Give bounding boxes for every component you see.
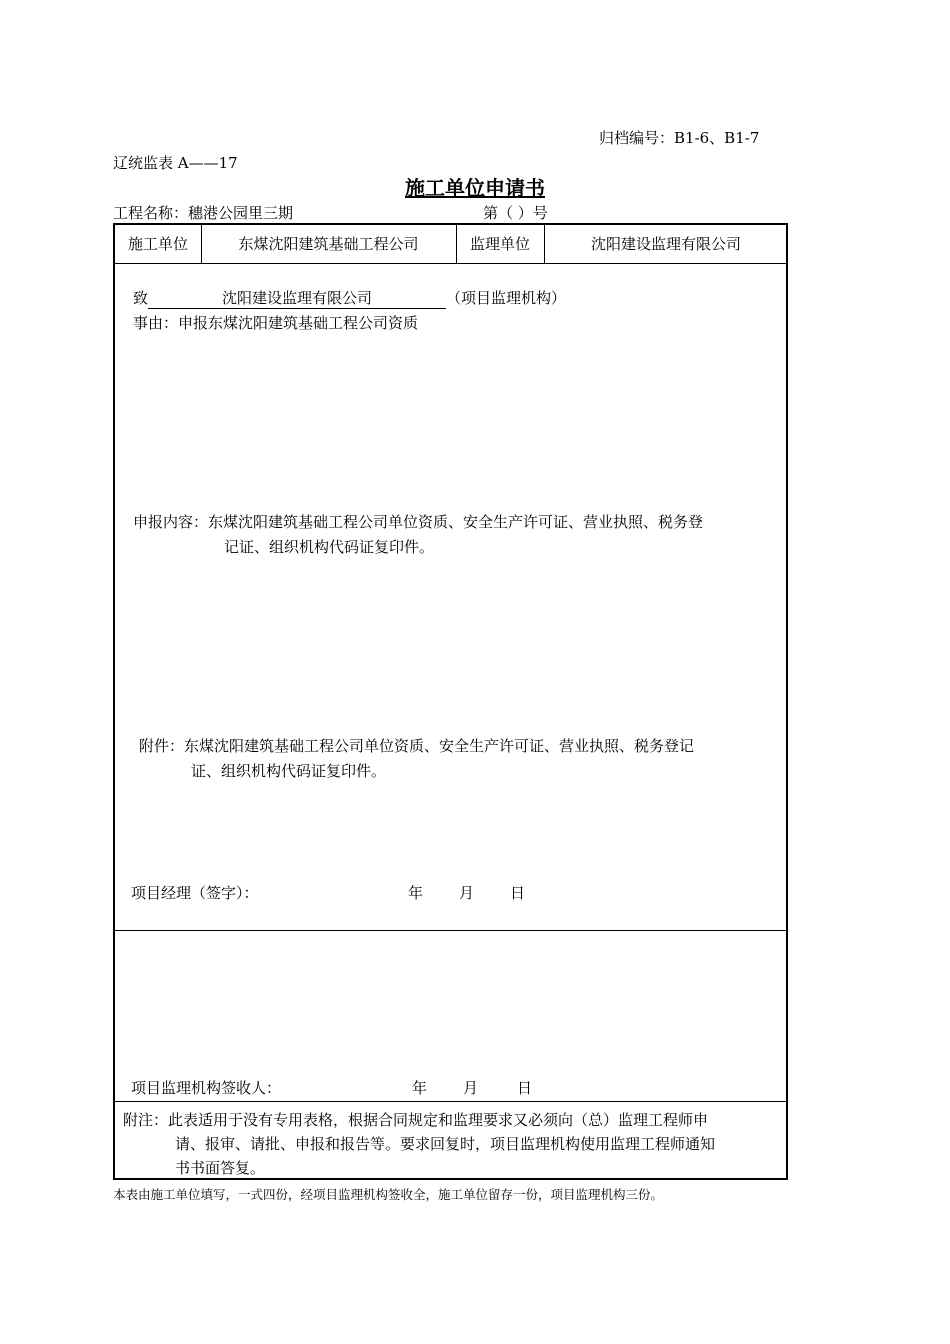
divider [115,263,786,264]
document-title: 施工单位申请书 [405,176,545,200]
form-code: 辽统监表 A——17 [113,154,238,172]
content-line-2: 记证、组织机构代码证复印件。 [224,538,435,556]
manager-signature: 项目经理（签字）： [131,884,259,902]
subject: 事由：申报东煤沈阳建筑基础工程公司资质 [133,314,419,332]
divider [115,930,786,931]
document-number: 第（ ）号 [483,204,548,222]
receipt-signer: 项目监理机构签收人： [131,1079,282,1097]
attachment-line-1: 附件：东煤沈阳建筑基础工程公司单位资质、安全生产许可证、营业执照、税务登记 [139,737,695,755]
contractor-label: 施工单位 [127,235,188,253]
divider [115,1101,786,1102]
manager-year: 年 [408,884,424,902]
project-name: 工程名称：穗港公园里三期 [113,204,294,222]
recipient-value: 沈阳建设监理有限公司 [148,287,446,309]
manager-month: 月 [459,884,475,902]
receipt-month: 月 [463,1079,479,1097]
supervisor-label: 监理单位 [469,235,530,253]
recipient-prefix: 致 [133,289,149,307]
supervisor-value: 沈阳建设监理有限公司 [590,235,741,253]
note-line-1: 附注：此表适用于没有专用表格，根据合同规定和监理要求又必须向（总）监理工程师申 [123,1111,709,1129]
attachment-line-2: 证、组织机构代码证复印件。 [191,762,387,780]
note-line-2: 请、报审、请批、申报和报告等。要求回复时，项目监理机构使用监理工程师通知 [175,1135,716,1153]
application-form [113,223,788,1180]
note-line-3: 书书面答复。 [175,1159,266,1177]
content-line-1: 申报内容：东煤沈阳建筑基础工程公司单位资质、安全生产许可证、营业执照、税务登 [133,513,704,531]
recipient-line [133,287,566,309]
contractor-value: 东煤沈阳建筑基础工程公司 [238,235,419,253]
recipient-suffix: （项目监理机构） [446,289,567,307]
archive-number: 归档编号：B1-6、B1-7 [599,129,760,147]
receipt-year: 年 [412,1079,428,1097]
manager-day: 日 [510,884,526,902]
footer-note: 本表由施工单位填写，一式四份，经项目监理机构签收全，施工单位留存一份，项目监理机构三份。 [113,1187,664,1202]
receipt-day: 日 [517,1079,533,1097]
